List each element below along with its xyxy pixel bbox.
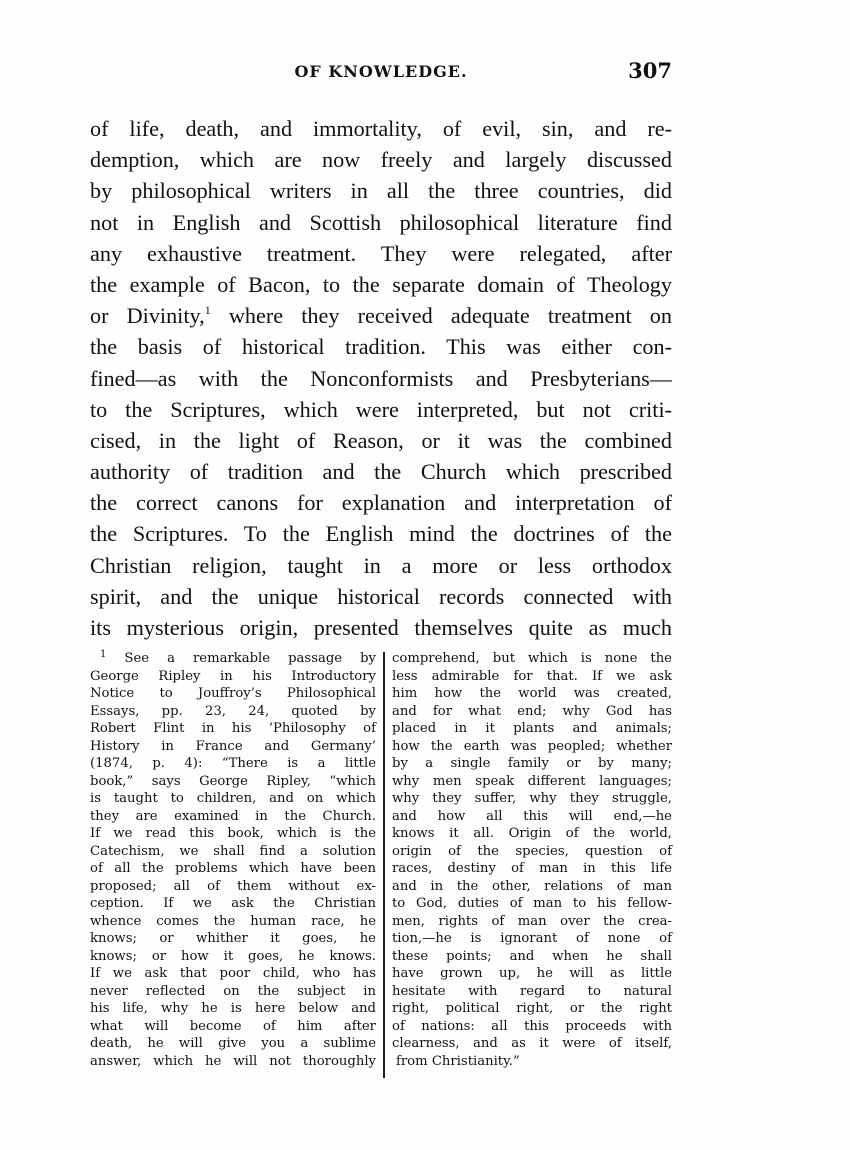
text-line: to the Scriptures, which were interpreted, but not criti- xyxy=(90,396,672,422)
footnote-line: origin of the species, question of xyxy=(392,843,672,859)
text-line: fined—as with the Nonconformists and Presbyterians— xyxy=(90,365,672,391)
footnote-line: and how all this will end,—he xyxy=(392,808,672,824)
text-line: the basis of historical tradition. This was either con- xyxy=(90,334,672,360)
footnote-line: History in France and Germany’ xyxy=(90,738,376,754)
footnote-line: him how the world was created, xyxy=(392,686,672,701)
text-line: its mysterious origin, presented themselves quite as much xyxy=(90,615,672,640)
text-line: any exhaustive treatment. They were relegated, after xyxy=(90,240,672,266)
footnote-line: races, destiny of man in this life xyxy=(392,861,672,876)
footnote-area xyxy=(90,650,672,1080)
text-line: spirit, and the unique historical records connected with xyxy=(90,583,672,609)
footnote-line: from Christianity.” xyxy=(396,1053,520,1069)
footnote-line: and for what end; why God has xyxy=(392,703,672,719)
footnote-line: of nations: all this proceeds with xyxy=(392,1018,672,1034)
text-line xyxy=(90,300,672,331)
text-line: not in English and Scottish philosophical literature find xyxy=(90,209,672,235)
text-line: demption, which are now freely and largely discussed xyxy=(90,147,672,173)
footnote-line: placed in it plants and animals; xyxy=(392,721,672,736)
footnote-line: If we read this book, which is the xyxy=(90,826,376,841)
footnote-line: knows; or whither it goes, he xyxy=(90,931,376,946)
text-line: the example of Bacon, to the separate domain of Theology xyxy=(90,271,672,297)
text-line: cised, in the light of Reason, or it was the combined xyxy=(90,427,672,453)
footnote-line: Notice to Jouffroy’s Philosophical xyxy=(90,686,376,701)
running-head-title: OF KNOWLEDGE. xyxy=(294,62,468,81)
footnote-left-column xyxy=(90,650,376,1070)
footnote-line: these points; and when he shall xyxy=(392,948,672,964)
footnote-line: less admirable for that. If we ask xyxy=(392,668,672,684)
footnote-line: knows it all. Origin of the world, xyxy=(392,826,672,841)
text-line: the correct canons for explanation and interpretation of xyxy=(90,490,672,516)
footnote-line: how the earth was peopled; whether xyxy=(392,738,672,754)
text-fragment: or Divinity, xyxy=(90,303,205,329)
footnote-line: George Ripley in his Introductory xyxy=(90,668,376,684)
footnote-line: what will become of him after xyxy=(90,1018,376,1034)
footnote-line: (1874, p. 4): “There is a little xyxy=(90,756,376,771)
footnote-line: knows; or how it goes, he knows. xyxy=(90,948,376,964)
text-fragment: where they received adequate treatment on xyxy=(210,303,672,329)
text-line: by philosophical writers in all the three countries, did xyxy=(90,178,672,204)
footnote-right-column xyxy=(392,650,672,1070)
footnote-line: whence comes the human race, he xyxy=(90,913,376,929)
footnote-marker: 1 xyxy=(100,649,107,660)
footnote-line: why men speak different languages; xyxy=(392,773,672,789)
footnote-line: why they suffer, why they struggle, xyxy=(392,791,672,806)
footnote-line: clearness, and as it were of itself, xyxy=(392,1036,672,1051)
page-number: 307 xyxy=(628,58,672,83)
footnote-line: of all the problems which have been xyxy=(90,861,376,876)
text-line: authority of tradition and the Church which prescribed xyxy=(90,459,672,485)
footnote-line: never reflected on the subject in xyxy=(90,983,376,999)
footnote-line: his life, why he is here below and xyxy=(90,1001,376,1016)
main-text xyxy=(90,113,672,643)
footnote-line: is taught to children, and on which xyxy=(90,791,376,806)
text-line: Christian religion, taught in a more or less orthodox xyxy=(90,552,672,578)
column-divider xyxy=(383,652,385,1078)
footnote-line: have grown up, he will as little xyxy=(392,966,672,981)
footnote-text: See a remarkable passage by xyxy=(106,651,376,666)
footnote-line: proposed; all of them without ex- xyxy=(90,878,376,894)
footnote-line: tion,—he is ignorant of none of xyxy=(392,931,672,946)
footnote-line: comprehend, but which is none the xyxy=(392,651,672,666)
footnote-line: Essays, pp. 23, 24, quoted by xyxy=(90,703,376,719)
footnote-line: If we ask that poor child, who has xyxy=(90,966,376,981)
footnote-line: by a single family or by many; xyxy=(392,756,672,771)
text-line: the Scriptures. To the English mind the doctrines of the xyxy=(90,521,672,547)
footnote-line: Catechism, we shall find a solution xyxy=(90,843,376,859)
text-line: of life, death, and immortality, of evil, sin, and re- xyxy=(90,116,672,141)
footnote-line: ception. If we ask the Christian xyxy=(90,896,376,911)
footnote-line: and in the other, relations of man xyxy=(392,878,672,894)
footnote-line: to God, duties of man to his fellow- xyxy=(392,896,672,911)
footnote-line: answer, which he will not thoroughly xyxy=(90,1053,376,1069)
footnote-reference[interactable]: 1 xyxy=(204,303,211,318)
footnote-line xyxy=(90,650,376,668)
footnote-line: death, he will give you a sublime xyxy=(90,1036,376,1051)
footnote-line: right, political right, or the right xyxy=(392,1001,672,1016)
running-head xyxy=(90,58,672,88)
footnote-line: hesitate with regard to natural xyxy=(392,983,672,999)
footnote-line: they are examined in the Church. xyxy=(90,808,376,824)
footnote-line: men, rights of man over the crea- xyxy=(392,913,672,929)
footnote-line: Robert Flint in his ‘Philosophy of xyxy=(90,721,376,736)
footnote-line: book,” says George Ripley, “which xyxy=(90,773,376,789)
